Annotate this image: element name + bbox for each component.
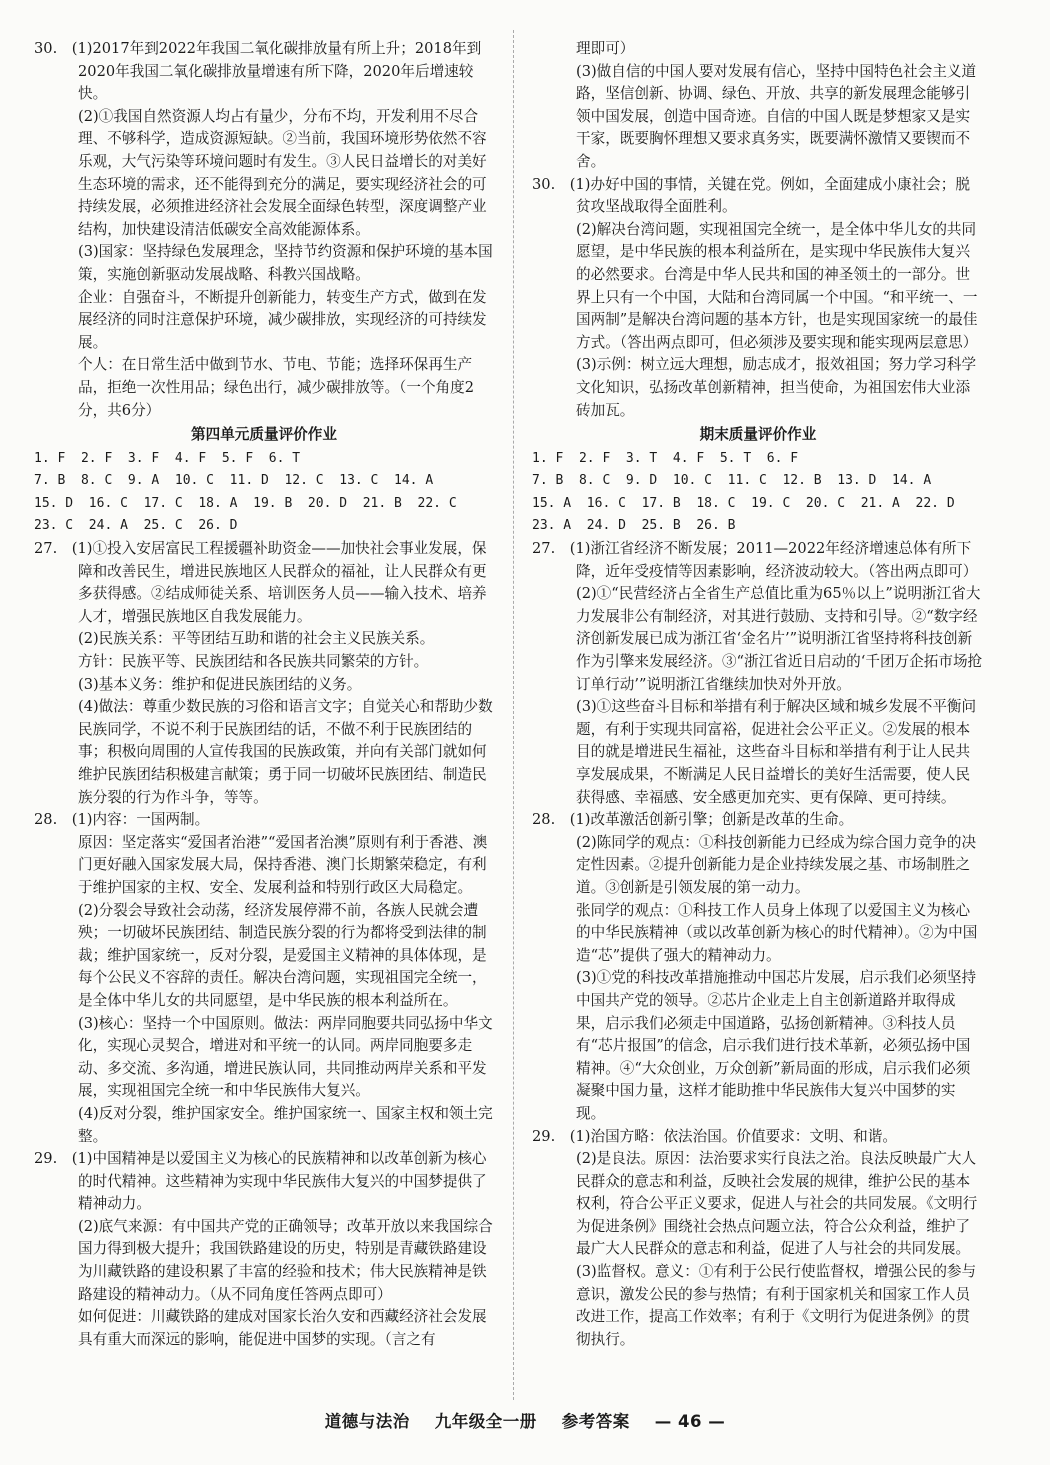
footer-subject: 道德与法治 [324, 1412, 410, 1431]
answer-text: 方针：民族平等、民族团结和各民族共同繁荣的方针。 [78, 653, 429, 671]
answer-text: (3)核心：坚持一个中国原则。做法：两岸同胞要共同弘扬中华文化，实现心灵契合，增进对和平统一的认同。两岸同胞要多走动、多交流、多沟通，增进民族认同，共同推动两岸关系和平发展，实现祖国完全统一和中华民族伟大复兴。 [78, 1014, 493, 1100]
answer-text: (3)基本义务：维护和促进民族团结的义务。 [78, 675, 362, 693]
answer-text: 30. (1)办好中国的事情，关键在党。例如，全面建成小康社会；脱贫攻坚战取得全面胜利。 [532, 175, 970, 216]
unit4-heading: 第四单元质量评价作业 [191, 426, 337, 444]
answer-text: (2)民族关系：平等团结互助和谐的社会主义民族关系。 [78, 630, 435, 648]
answer-text: 原因：坚定落实“爱国者治港”“爱国者治澳”原则有利于香港、澳门更好融入国家发展大局，保持香港、澳门长期繁荣稳定，有利于维护国家的主权、安全、发展利益和特别行政区大局稳定。 [78, 833, 488, 896]
answer-text: (2)分裂会导致社会动荡，经济发展停滞不前，各族人民就会遭殃；一切破坏民族团结、制造民族分裂的行为都将受到法律的制裁；维护国家统一，反对分裂，是爱国主义精神的具体体现，是每个公民义不容辞的责任。解决台湾问题，实现祖国完全统一，是全体中华儿女的共同愿望，是中华民族的根本利益所在。 [78, 901, 487, 1009]
answer-text: 28. (1)内容：一国两制。 [34, 811, 210, 829]
answer-text: (2)是良法。原因：法治要求实行良法之治。良法反映最广大人民群众的意志和利益，反映社会发展的规律，维护公民的基本权利，符合公平正义要求，促进人与社会的共同发展。《文明行为促进条例》围绕社会热点问题立法，符合公众利益，维护了最广大人民群众的意志和利益，促进了人与社会的共同发展。 [576, 1150, 978, 1258]
final-exam-heading: 期末质量评价作业 [699, 426, 817, 444]
answer-text: (3)国家：坚持绿色发展理念，坚持节约资源和保护环境的基本国策，实施创新驱动发展战略、科教兴国战略。 [78, 243, 493, 283]
choice-answers-row: 23. C 24. A 25. C 26. D [34, 518, 238, 534]
footer-section: 参考答案 [561, 1412, 630, 1431]
answer-text: (3)监督权。意义：①有利于公民行使监督权，增强公民的参与意识，激发公民的参与热情；有利于国家机关和国家工作人员改进工作，提高工作效率；有利于《文明行为促进条例》的贯彻执行。 [576, 1263, 977, 1348]
answer-text: (4)做法：尊重少数民族的习俗和语言文字；自觉关心和帮助少数民族同学，不说不利于民族团结的话，不做不利于民族团结的事；积极向周围的人宣传我国的民族政策，并向有关部门就如何维护民族团结积极建言献策；勇于同一切破坏民族团结、制造民族分裂的行为作斗争，等等。 [78, 698, 493, 806]
answer-text: 30. (1)2017年到2022年我国二氧化碳排放量有所上升；2018年到2020年我国二氧化碳排放量增速有所下降，2020年后增速较快。 [34, 40, 482, 103]
answer-text: (2)陈同学的观点：①科技创新能力已经成为综合国力竞争的决定性因素。②提升创新能力是企业持续发展之基、市场制胜之道。③创新是引领发展的第一动力。 [576, 833, 977, 896]
choice-answers-row: 7. B 8. C 9. D 10. C 11. C 12. B 13. D 14. A [532, 473, 932, 489]
column-divider [513, 30, 514, 1400]
choice-answers-row: 1. F 2. F 3. T 4. F 5. T 6. F [532, 450, 799, 466]
answer-text: (2)底气来源：有中国共产党的正确领导；改革开放以来我国综合国力得到极大提升；我国铁路建设的历史，特别是青藏铁路建设为川藏铁路的建设积累了丰富的经验和技术；伟大民族精神是铁路建设的精神动力。（从不同角度任答两点即可） [78, 1217, 493, 1303]
answer-text: 张同学的观点：①科技工作人员身上体现了以爱国主义为核心的中华民族精神（或以改革创新为核心的时代精神）。②为中国造“芯”提供了强大的精神动力。 [576, 901, 978, 964]
choice-answers-row: 7. B 8. C 9. A 10. C 11. D 12. C 13. C 14. A [34, 473, 434, 489]
choice-answers-row: 15. D 16. C 17. C 18. A 19. B 20. D 21. B 22. C [34, 495, 457, 511]
answer-text: (3)①这些奋斗目标和举措有利于解决区域和城乡发展不平衡问题，有利于实现共同富裕，促进社会公平正义。②发展的根本目的就是增进民生福祉，这些奋斗目标和举措有利于让人民共享发展成果，不断满足人民日益增长的美好生活需要，使人民获得感、幸福感、安全感更加充实、更有保障、更可持续。 [576, 698, 977, 806]
answer-text: 27. (1)①投入安居富民工程援疆补助资金——加快社会事业发展，保障和改善民生，增进民族地区人民群众的福祉，让人民群众有更多获得感。②结成师徒关系、培训医务人员——输入技术、培养人才，增强民族地区自我发展能力。 [34, 540, 487, 625]
answer-text: 28. (1)改革激活创新引擎；创新是改革的生命。 [532, 811, 854, 829]
answer-text: 29. (1)治国方略：依法治国。价值要求：文明、和谐。 [532, 1127, 897, 1145]
answer-text: (2)解决台湾问题，实现祖国完全统一，是全体中华儿女的共同愿望，是中华民族的根本利益所在，是实现中华民族伟大复兴的必然要求。台湾是中华人民共和国的神圣领土的一部分。世界上只有一个中国，大陆和台湾同属一个中国。“和平统一、一国两制”是解决台湾问题的基本方针，也是实现国家统一的最佳方式。（答出两点即可，但必须涉及要实现和能实现两层意思） [576, 220, 978, 351]
page-number: — 46 — [654, 1412, 726, 1431]
right-column [532, 38, 984, 1351]
page-footer [0, 1408, 1050, 1432]
choice-answers-row: 1. F 2. F 3. F 4. F 5. F 6. T [34, 450, 301, 466]
answer-text: (3)做自信的中国人要对发展有信心，坚持中国特色社会主义道路，坚信创新、协调、绿色、开放、共享的新发展理念能够引领中国发展，创造中国奇迹。自信的中国人既是梦想家又是实干家，既要胸怀理想又要求真务实，既要满怀激情又要锲而不舍。 [576, 62, 977, 170]
answer-text: (2)①我国自然资源人均占有量少，分布不均，开发利用不尽合理、不够科学，造成资源短缺。②当前，我国环境形势依然不容乐观，大气污染等环境问题时有发生。③人民日益增长的对美好生态环境的需求，还不能得到充分的满足，要实现经济社会的可持续发展，必须推进经济社会发展全面绿色转型，深度调整产业结构，加快建设清洁低碳安全高效能源体系。 [78, 107, 487, 238]
answer-text: (4)反对分裂，维护国家安全。维护国家统一、国家主权和领土完整。 [78, 1104, 493, 1145]
footer-grade: 九年级全一册 [434, 1412, 537, 1431]
answer-text: 企业：自强奋斗，不断提升创新能力，转变生产方式，做到在发展经济的同时注意保护环境，减少碳排放，实现经济的可持续发展。 [78, 288, 487, 351]
left-column [34, 38, 494, 1351]
answer-text: (2)①“民营经济占全省生产总值比重为65％以上”说明浙江省大力发展非公有制经济，对其进行鼓励、支持和引导。②“数字经济创新发展已成为浙江省‘金名片’”说明浙江省坚持将科技创新作为引擎来发展经济。③“浙江省近日启动的‘千团万企拓市场抢订单行动’”说明浙江省继续加快对外开放。 [576, 585, 983, 693]
answer-text: 29. (1)中国精神是以爱国主义为核心的民族精神和以改革创新为核心的时代精神。这些精神为实现中华民族伟大复兴的中国梦提供了精神动力。 [34, 1150, 487, 1213]
answer-text: 如何促进：川藏铁路的建成对国家长治久安和西藏经济社会发展具有重大而深远的影响，能促进中国梦的实现。（言之有 [78, 1308, 487, 1348]
answer-text: (3)①党的科技改革措施推动中国芯片发展，启示我们必须坚持中国共产党的领导。②芯片企业走上自主创新道路并取得成果，启示我们必须走中国道路，弘扬创新精神。③科技人员有“芯片报国”的信念，启示我们进行技术革新，必须弘扬中国精神。④“大众创业，万众创新”新局面的形成，启示我们必须凝聚中国力量，这样才能助推中华民族伟大复兴中国梦的实现。 [576, 969, 977, 1122]
answer-text: 理即可） [576, 40, 635, 57]
answer-text: 个人：在日常生活中做到节水、节电、节能；选择环保再生产品，拒绝一次性用品；绿色出行，减少碳排放等。（一个角度2分，共6分） [78, 356, 475, 419]
choice-answers-row: 23. A 24. D 25. B 26. B [532, 518, 736, 534]
answer-text: 27. (1)浙江省经济不断发展；2011—2022年经济增速总体有所下降，近年受疫情等因素影响，经济波动较大。（答出两点即可） [532, 540, 978, 580]
choice-answers-row: 15. A 16. C 17. B 18. C 19. C 20. C 21. A 22. D [532, 495, 955, 511]
answer-text: (3)示例：树立远大理想，励志成才，报效祖国；努力学习科学文化知识，弘扬改革创新精神，担当使命，为祖国宏伟大业添砖加瓦。 [576, 356, 977, 419]
